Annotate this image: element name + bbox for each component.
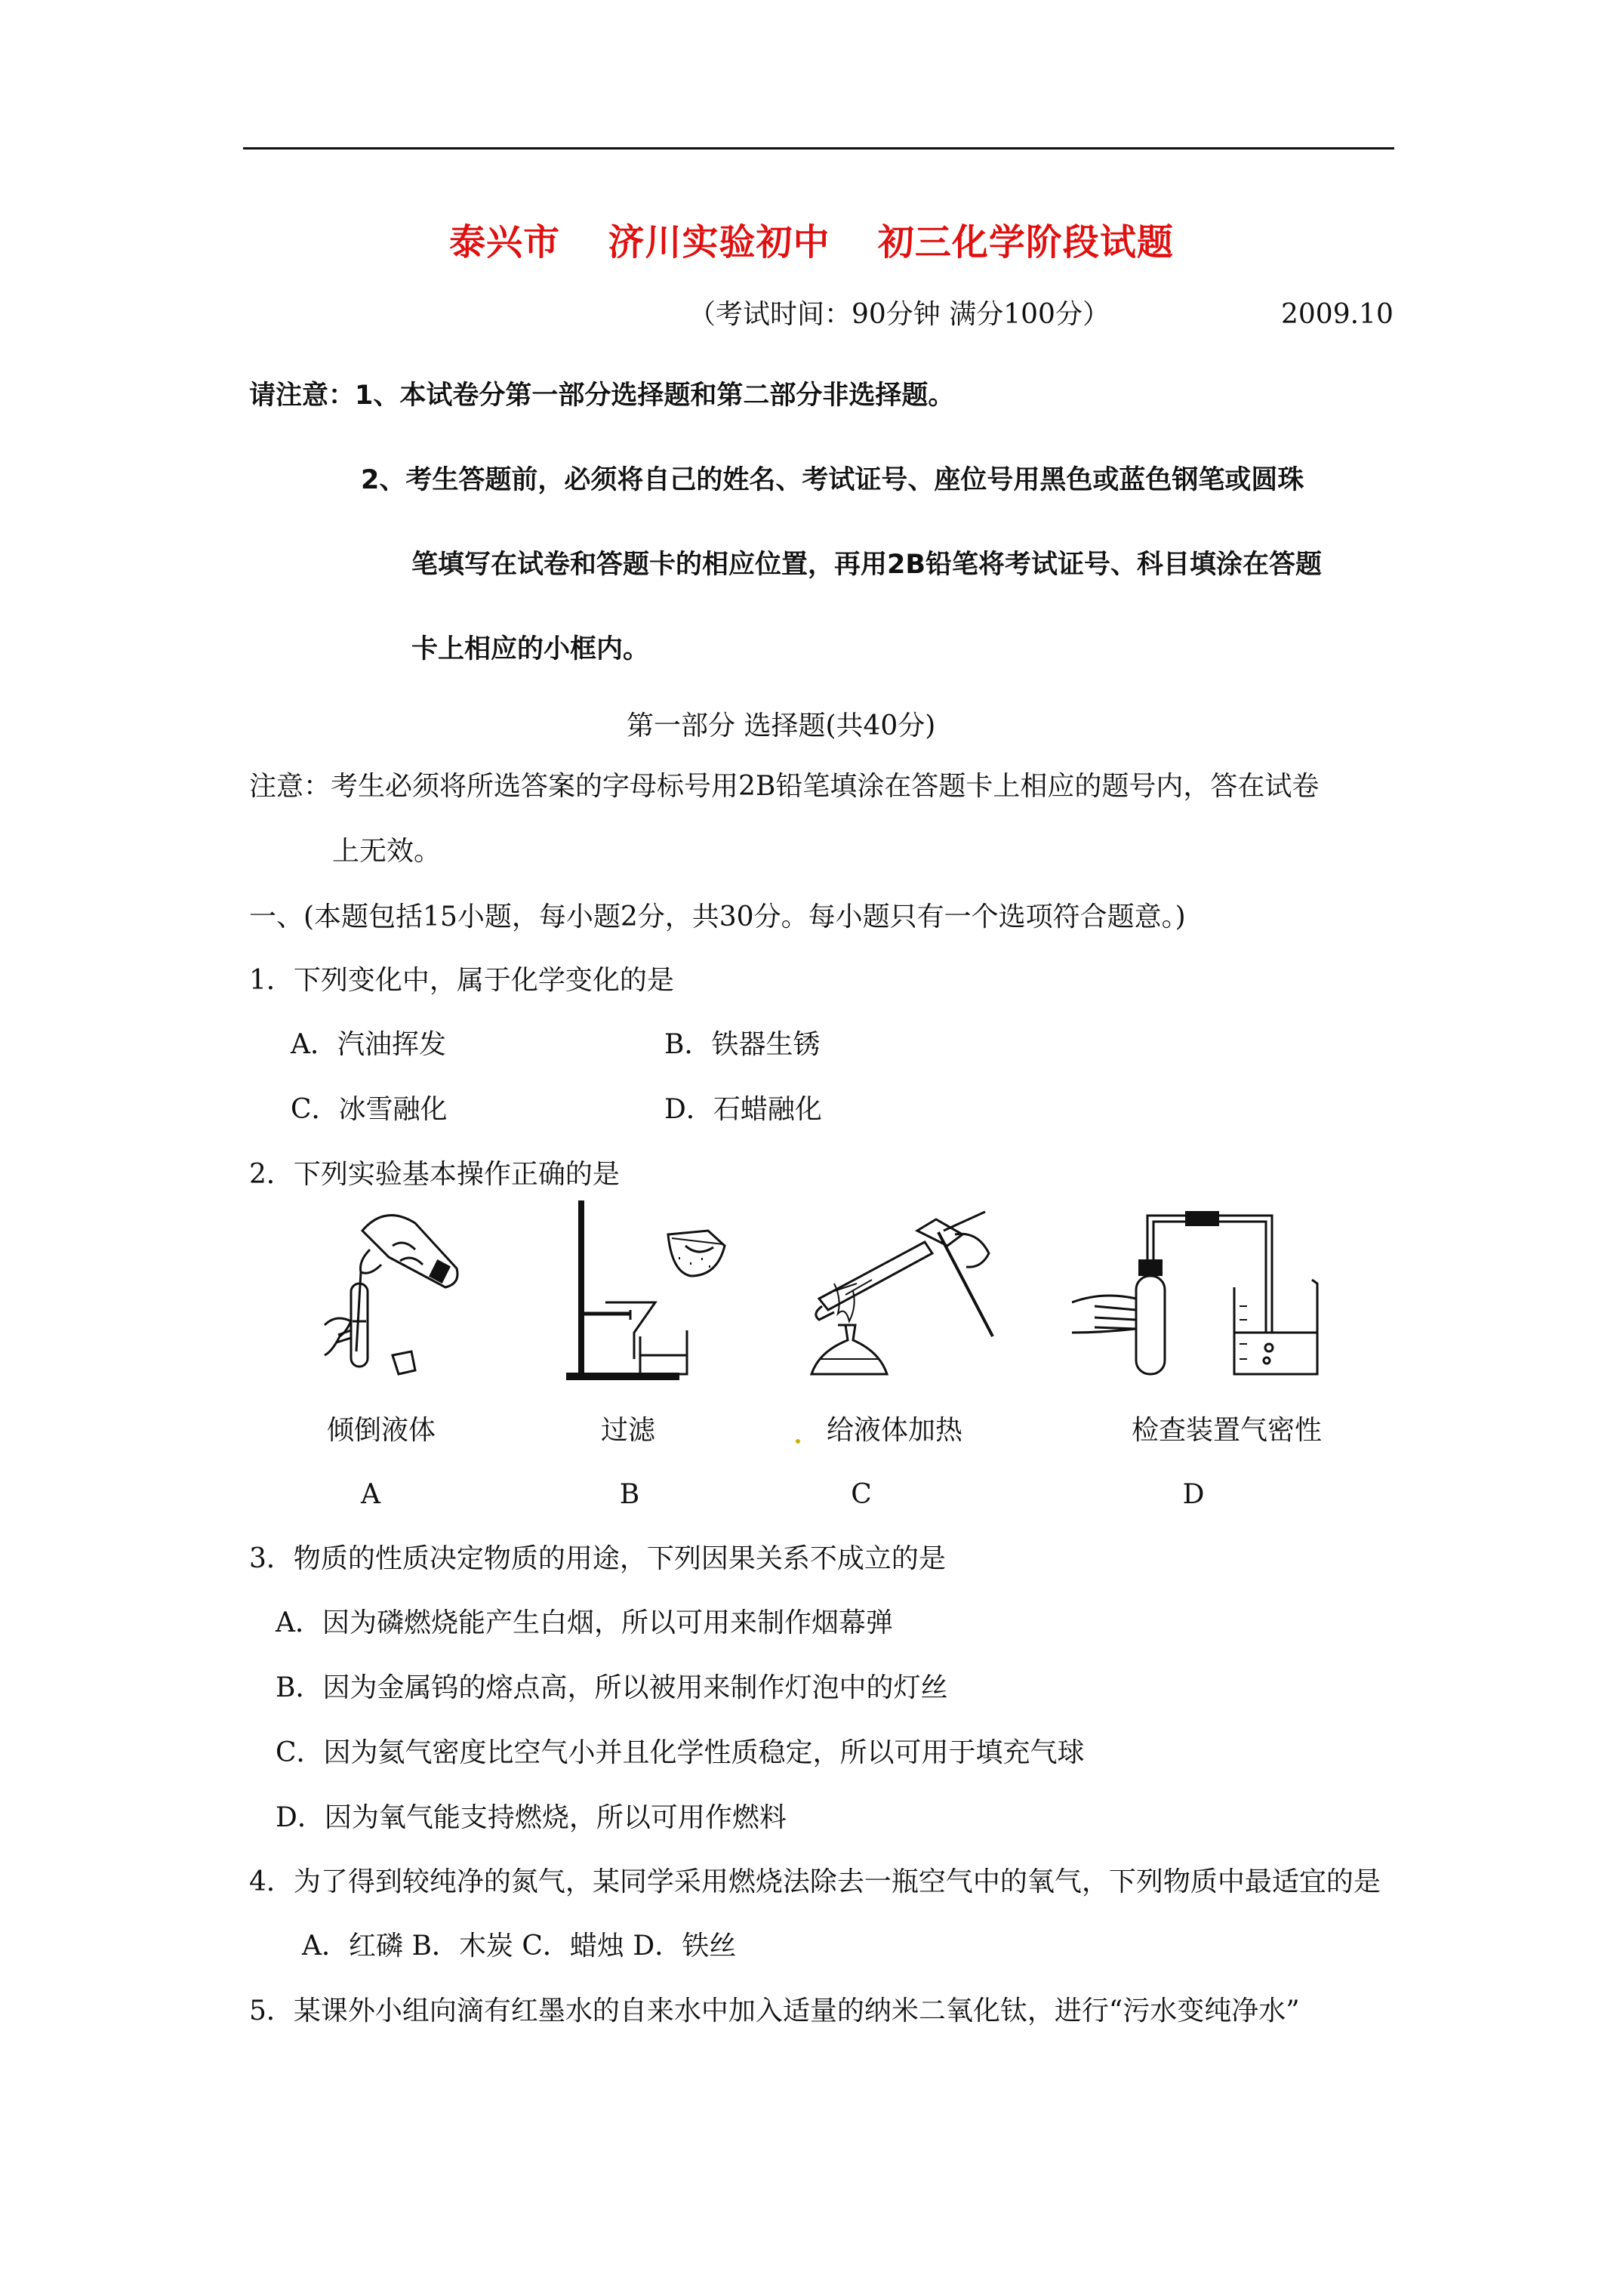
q3-option-d: D．因为氧气能支持燃烧，所以可用作燃料 <box>276 1802 787 1833</box>
figure-c-caption: 给液体加热 <box>826 1415 963 1446</box>
heating-liquid-icon <box>804 1200 1000 1382</box>
header-rule <box>243 147 1394 149</box>
notice-line-4: 卡上相应的小框内。 <box>411 634 650 664</box>
figure-b-caption: 过滤 <box>600 1415 656 1446</box>
q1-option-b: B．铁器生锈 <box>664 1029 821 1060</box>
notice-line-1: 请注意：1、本试卷分第一部分选择题和第二部分非选择题。 <box>249 381 955 411</box>
q3-option-c: C．因为氦气密度比空气小并且化学性质稳定，所以可用于填充气球 <box>276 1737 1085 1768</box>
q5-stem: 5．某课外小组向滴有红墨水的自来水中加入适量的纳米二氧化钛，进行“污水变纯净水” <box>249 1996 1300 2026</box>
part1-note-line-2: 上无效。 <box>332 836 442 867</box>
stray-mark <box>796 1439 800 1444</box>
part1-note-line-1: 注意：考生必须将所选答案的字母标号用2B铅笔填涂在答题卡上相应的题号内，答在试卷 <box>249 771 1320 802</box>
notice-line-3: 笔填写在试卷和答题卡的相应位置，再用2B铅笔将考试证号、科目填涂在答题 <box>411 550 1323 580</box>
figure-d-letter: D <box>1182 1479 1205 1510</box>
figure-c-letter: C <box>851 1479 872 1510</box>
figure-a-letter: A <box>361 1479 380 1510</box>
q1-option-a: A．汽油挥发 <box>291 1029 446 1060</box>
q3-option-b: B．因为金属钨的熔点高，所以被用来制作灯泡中的灯丝 <box>276 1672 948 1703</box>
pouring-liquid-icon <box>317 1200 468 1382</box>
figure-a-caption: 倾倒液体 <box>326 1415 436 1446</box>
figure-b-letter: B <box>619 1479 640 1510</box>
q3-stem: 3．物质的性质决定物质的用途，下列因果关系不成立的是 <box>249 1543 946 1574</box>
figure-d-caption: 检查装置气密性 <box>1131 1415 1323 1446</box>
section-heading: 一、(本题包括15小题，每小题2分，共30分。每小题只有一个选项符合题意。) <box>249 901 1186 932</box>
q3-option-a: A．因为磷燃烧能产生白烟，所以可用来制作烟幕弹 <box>276 1607 893 1638</box>
exam-date: 2009.10 <box>1281 299 1394 330</box>
notice-line-2: 2、考生答题前，必须将自己的姓名、考试证号、座位号用黑色或蓝色钢笔或圆珠 <box>361 465 1304 495</box>
q1-option-d: D．石蜡融化 <box>664 1094 822 1125</box>
q1-stem: 1．下列变化中，属于化学变化的是 <box>249 965 674 996</box>
filtration-icon <box>559 1200 732 1382</box>
q4-options: A．红磷 B．木炭 C．蜡烛 D．铁丝 <box>302 1931 737 1962</box>
airtightness-check-icon <box>1072 1200 1321 1382</box>
part1-heading: 第一部分 选择题(共40分) <box>627 710 936 741</box>
exam-title: 泰兴市 济川实验初中 初三化学阶段试题 <box>449 221 1174 264</box>
q2-stem: 2．下列实验基本操作正确的是 <box>249 1159 620 1190</box>
q1-option-c: C．冰雪融化 <box>291 1094 448 1125</box>
q4-stem: 4．为了得到较纯净的氮气，某同学采用燃烧法除去一瓶空气中的氧气，下列物质中最适宜的是 <box>249 1866 1381 1897</box>
exam-info: （考试时间：90分钟 满分100分） <box>688 299 1110 330</box>
